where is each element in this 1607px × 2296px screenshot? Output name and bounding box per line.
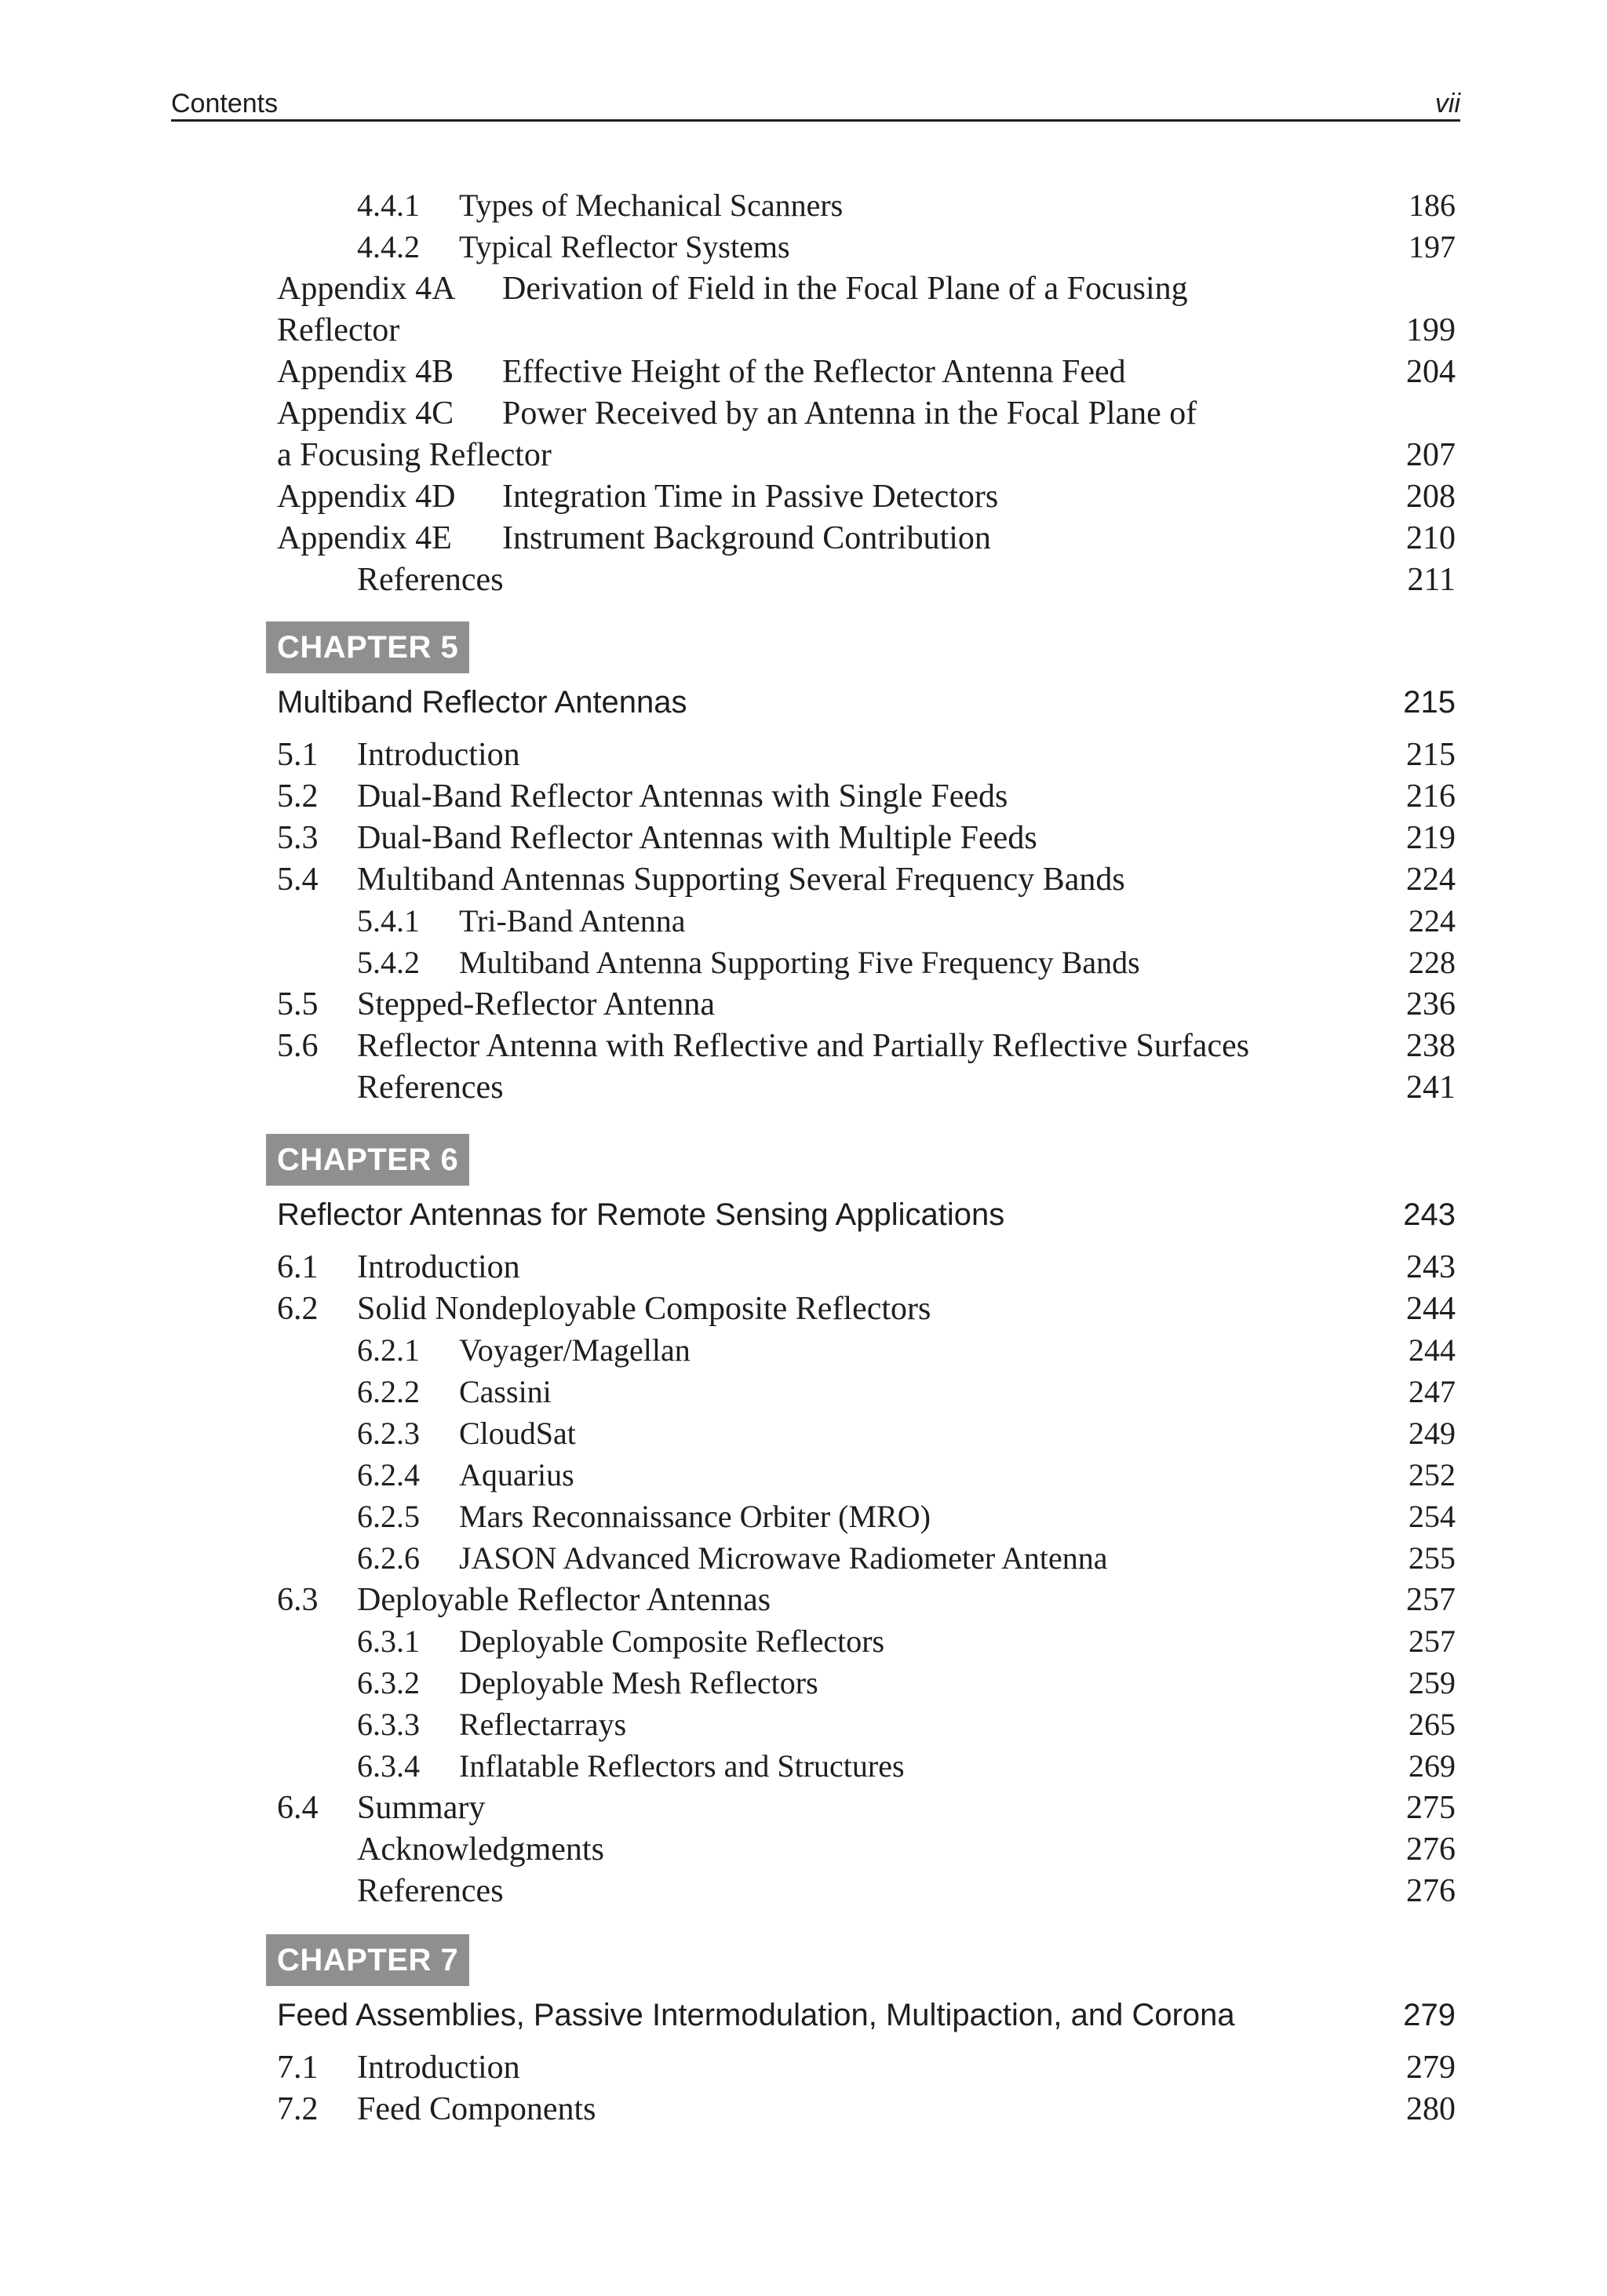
entry-title: Dual-Band Reflector Antennas with Single Feeds [357,778,1008,815]
entry-title: Dual-Band Reflector Antennas with Multiple Feeds [357,820,1037,856]
entry-number: 5.5 [277,986,319,1022]
toc-section-entry[interactable] [0,1026,1607,1066]
chapter-title: Feed Assemblies, Passive Intermodulation, Multipaction, and Corona [277,1998,1235,2032]
toc-section-entry[interactable] [0,1247,1607,1288]
entry-title: Multiband Antenna Supporting Five Frequency Bands [459,945,1140,980]
toc-section-entry[interactable] [0,2089,1607,2130]
toc-section-entry[interactable] [0,2047,1607,2088]
entry-title: Stepped-Reflector Antenna [357,986,716,1022]
entry-number: 6.3 [277,1582,319,1618]
entry-number: 6.2.6 [357,1540,420,1576]
chapter-badge: CHAPTER 6 [266,1134,469,1186]
entry-title: Feed Components [357,2091,596,2127]
entry-page-number: 211 [1407,562,1456,598]
appendix-entry[interactable] [0,518,1607,559]
entry-title: CloudSat [459,1416,576,1451]
chapter-title-entry[interactable] [0,680,1607,724]
chapter-page-number: 215 [1403,685,1456,720]
appendix-title: Instrument Background Contribution [502,520,991,556]
entry-title: Types of Mechanical Scanners [459,188,844,223]
entry-number: 5.2 [277,778,319,815]
header-section-label: Contents [171,89,279,118]
appendix-title: Derivation of Field in the Focal Plane of a Focusing [502,271,1188,307]
chapter-page-number: 279 [1403,1998,1456,2032]
entry-page-number: 243 [1406,1249,1456,1285]
appendix-title-continued: Reflector [277,312,400,348]
entry-page-number: 208 [1406,479,1456,515]
entry-number: 6.2.3 [357,1416,420,1451]
entry-page-number: 280 [1406,2091,1456,2127]
appendix-label: Appendix 4D [277,479,456,515]
entry-number: 6.4 [277,1790,319,1826]
toc-subsection-entry[interactable] [0,227,1607,268]
entry-page-number: 244 [1406,1291,1456,1327]
entry-page-number: 186 [1408,188,1456,223]
toc-section-entry[interactable] [0,984,1607,1025]
toc-subsection-entry[interactable] [0,1663,1607,1704]
entry-page-number: 254 [1408,1499,1456,1534]
entry-page-number: 269 [1408,1748,1456,1784]
appendix-label: Appendix 4A [277,271,456,307]
appendix-label: Appendix 4C [277,395,454,432]
toc-section-entry[interactable] [0,1288,1607,1329]
entry-number: 7.2 [277,2091,319,2127]
entry-number: 6.2 [277,1291,319,1327]
entry-title: Inflatable Reflectors and Structures [459,1748,905,1784]
entry-number: 6.3.1 [357,1624,420,1659]
chapter-title-entry[interactable] [0,1193,1607,1237]
appendix-title: Effective Height of the Reflector Antenna Feed [502,354,1126,390]
entry-title: Introduction [357,737,520,773]
entry-page-number: 238 [1406,1028,1456,1064]
appendix-label: Appendix 4E [277,520,452,556]
entry-title: Deployable Composite Reflectors [459,1624,885,1659]
entry-title: JASON Advanced Microwave Radiometer Antenna [459,1540,1108,1576]
entry-title: References [357,1873,504,1909]
entry-number: 5.1 [277,737,319,773]
toc-subsection-entry[interactable] [0,185,1607,226]
entry-page-number: 275 [1406,1790,1456,1826]
entry-page-number: 219 [1406,820,1456,856]
toc-section-entry[interactable] [0,859,1607,900]
toc-section-entry[interactable] [0,818,1607,858]
entry-page-number: 249 [1408,1416,1456,1451]
entry-page-number: 255 [1408,1540,1456,1576]
entry-page-number: 224 [1406,862,1456,898]
entry-title: References [357,562,504,598]
toc-subsection-entry[interactable] [0,1413,1607,1454]
chapter-badge: CHAPTER 5 [266,621,469,673]
appendix-entry-continuation[interactable] [0,310,1607,351]
entry-number: 5.3 [277,820,319,856]
entry-title: Aquarius [459,1457,574,1492]
entry-title: Tri-Band Antenna [459,903,686,938]
entry-number: 6.2.4 [357,1457,420,1492]
toc-subsection-entry[interactable] [0,1496,1607,1537]
entry-title: Summary [357,1790,486,1826]
entry-page-number: 224 [1408,903,1456,938]
entry-title: Deployable Mesh Reflectors [459,1665,818,1700]
toc-subsection-entry[interactable] [0,901,1607,942]
toc-subsection-entry[interactable] [0,1621,1607,1662]
entry-title: Deployable Reflector Antennas [357,1582,771,1618]
entry-page-number: 199 [1406,312,1456,348]
entry-page-number: 257 [1408,1624,1456,1659]
acknowledgments-entry[interactable] [0,1829,1607,1870]
toc-subsection-entry[interactable] [0,1372,1607,1412]
appendix-entry-continuation[interactable] [0,435,1607,476]
appendix-title: Integration Time in Passive Detectors [502,479,999,515]
entry-number: 6.2.2 [357,1374,420,1409]
entry-number: 5.4.1 [357,903,420,938]
toc-subsection-entry[interactable] [0,942,1607,983]
toc-section-entry[interactable] [0,734,1607,775]
entry-page-number: 276 [1406,1831,1456,1868]
entry-page-number: 276 [1406,1873,1456,1909]
entry-page-number: 247 [1408,1374,1456,1409]
entry-number: 5.4.2 [357,945,420,980]
entry-page-number: 215 [1406,737,1456,773]
entry-page-number: 207 [1406,437,1456,473]
chapter-badge: CHAPTER 7 [266,1934,469,1986]
entry-number: 7.1 [277,2050,319,2086]
references-entry[interactable] [0,559,1607,600]
header-page-number: vii [1434,89,1460,118]
references-entry[interactable] [0,1067,1607,1108]
appendix-label: Appendix 4B [277,354,454,390]
chapter-title: Multiband Reflector Antennas [277,685,687,720]
entry-title: Solid Nondeployable Composite Reflectors [357,1291,931,1327]
entry-page-number: 265 [1408,1707,1456,1742]
entry-number: 4.4.1 [357,188,420,223]
entry-title: References [357,1070,504,1106]
entry-title: Acknowledgments [357,1831,604,1868]
entry-page-number: 252 [1408,1457,1456,1492]
appendix-entry[interactable] [0,352,1607,392]
appendix-entry[interactable] [0,476,1607,517]
entry-number: 6.3.3 [357,1707,420,1742]
toc-section-entry[interactable] [0,1580,1607,1620]
entry-title: Multiband Antennas Supporting Several Frequency Bands [357,862,1125,898]
entry-number: 5.4 [277,862,319,898]
chapter-page-number: 243 [1403,1197,1456,1232]
entry-title: Cassini [459,1374,552,1409]
entry-number: 5.6 [277,1028,319,1064]
entry-page-number: 241 [1406,1070,1456,1106]
entry-page-number: 259 [1408,1665,1456,1700]
entry-page-number: 279 [1406,2050,1456,2086]
entry-page-number: 216 [1406,778,1456,815]
appendix-entry[interactable] [0,393,1607,434]
appendix-title-continued: a Focusing Reflector [277,437,552,473]
entry-title: Introduction [357,2050,520,2086]
entry-page-number: 204 [1406,354,1456,390]
appendix-title: Power Received by an Antenna in the Focal Plane of [502,395,1197,432]
references-entry[interactable] [0,1871,1607,1912]
entry-page-number: 228 [1408,945,1456,980]
entry-number: 6.3.4 [357,1748,420,1784]
chapter-title: Reflector Antennas for Remote Sensing Applications [277,1197,1005,1232]
appendix-entry[interactable] [0,268,1607,309]
entry-title: Typical Reflector Systems [459,229,790,264]
entry-number: 6.1 [277,1249,319,1285]
entry-page-number: 210 [1406,520,1456,556]
toc-subsection-entry[interactable] [0,1455,1607,1496]
entry-title: Reflector Antenna with Reflective and Partially Reflective Surfaces [357,1028,1250,1064]
toc-subsection-entry[interactable] [0,1704,1607,1745]
entry-title: Voyager/Magellan [459,1332,691,1368]
toc-section-entry[interactable] [0,1788,1607,1828]
toc-subsection-entry[interactable] [0,1538,1607,1579]
entry-title: Introduction [357,1249,520,1285]
entry-number: 4.4.2 [357,229,420,264]
entry-number: 6.2.1 [357,1332,420,1368]
entry-page-number: 244 [1408,1332,1456,1368]
entry-page-number: 257 [1406,1582,1456,1618]
chapter-title-entry[interactable] [0,1993,1607,2037]
entry-number: 6.3.2 [357,1665,420,1700]
entry-title: Mars Reconnaissance Orbiter (MRO) [459,1499,931,1534]
entry-number: 6.2.5 [357,1499,420,1534]
toc-section-entry[interactable] [0,776,1607,817]
entry-title: Reflectarrays [459,1707,627,1742]
toc-subsection-entry[interactable] [0,1330,1607,1371]
entry-page-number: 236 [1406,986,1456,1022]
entry-page-number: 197 [1408,229,1456,264]
toc-subsection-entry[interactable] [0,1746,1607,1787]
